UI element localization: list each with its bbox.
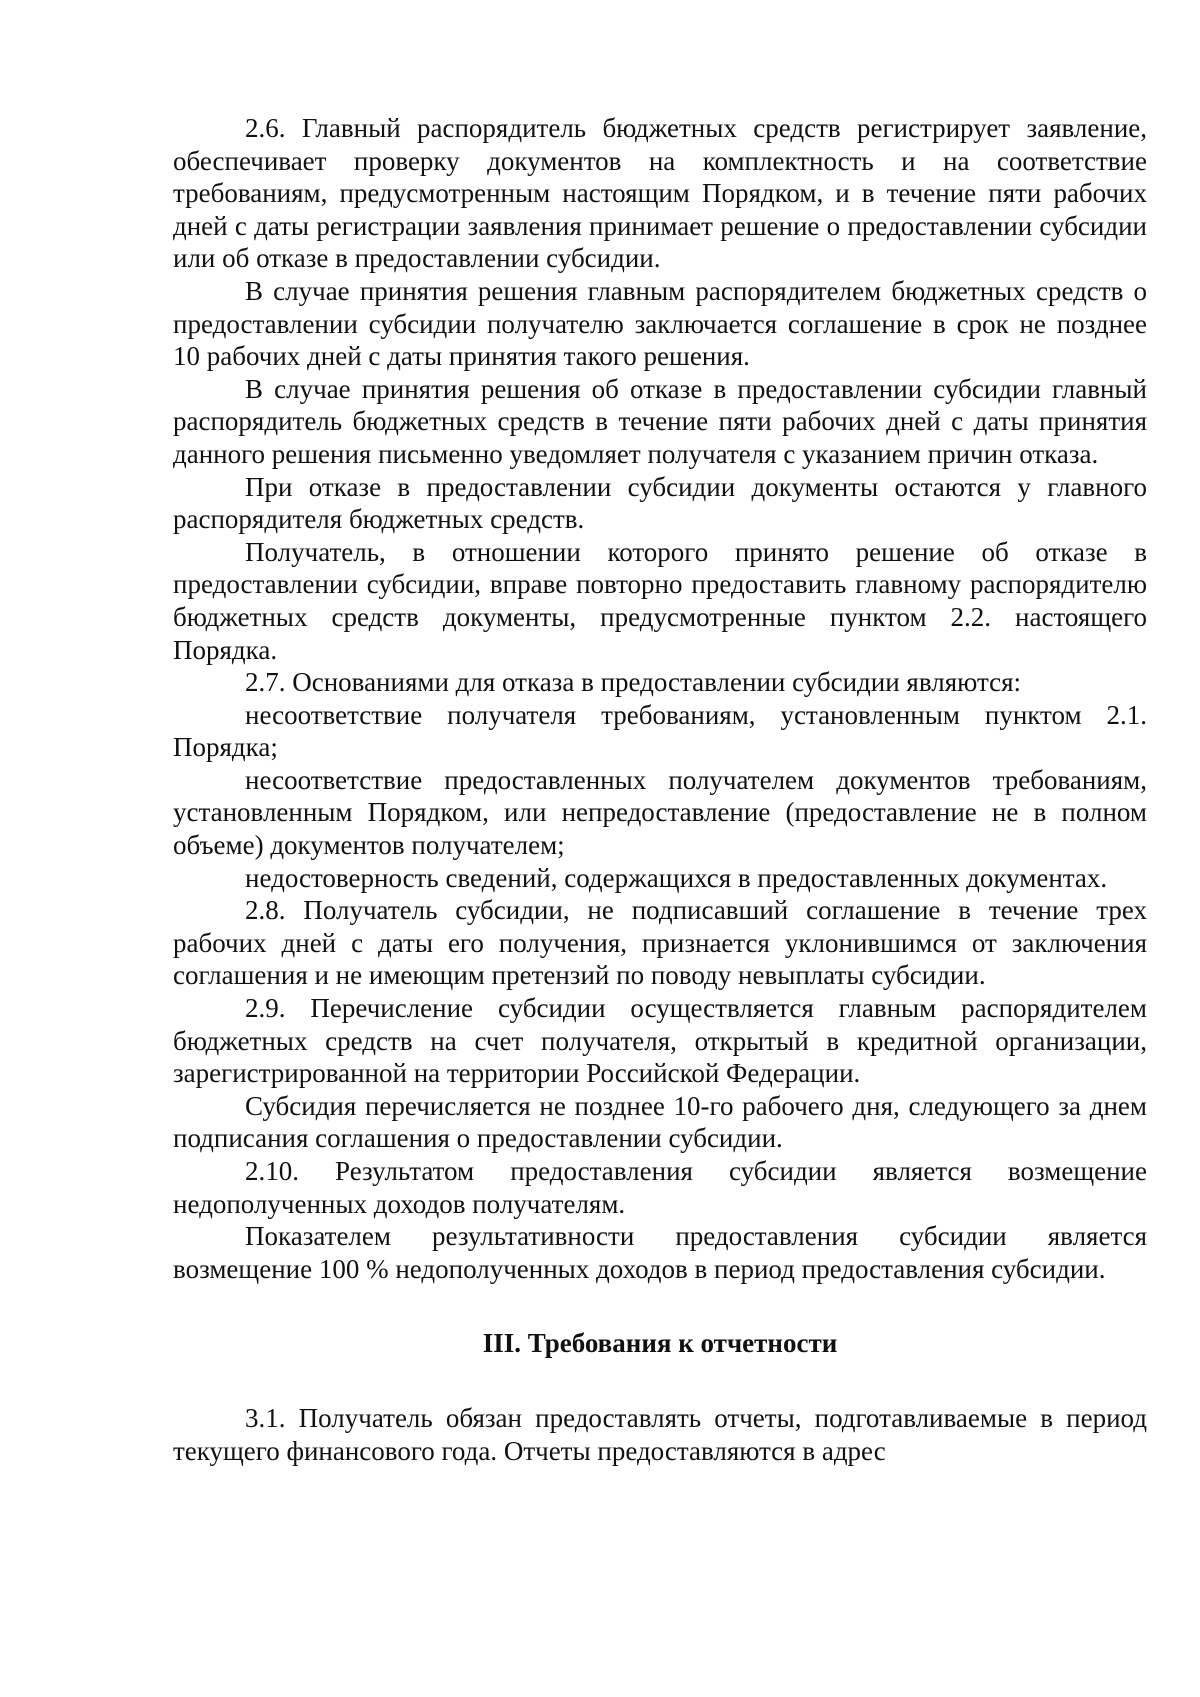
paragraph-resubmission: Получатель, в отношении которого принято решение об отказе в предоставлении субсидии, вправе повторно предоставить главному распорядителю бюджетных средств документы, предусмотренные пунктом 2.2. настоящего Порядка.: [173, 536, 1147, 665]
paragraph-refusal-reason-3: недостоверность сведений, содержащихся в предоставленных документах.: [245, 862, 1108, 893]
document-page: [173, 112, 1147, 1467]
paragraph-2-8: 2.8. Получатель субсидии, не подписавший соглашение в течение трех рабочих дней с даты его получения, признается уклонившимся от заключения соглашения и не имеющим претензий по поводу невыплаты субсидии.: [173, 895, 1147, 991]
paragraph-refusal-notice: В случае принятия решения об отказе в предоставлении субсидии главный распорядитель бюджетных средств в течение пяти рабочих дней с даты принятия данного решения письменно уведомляет получателя с указанием причин отказа.: [173, 373, 1147, 469]
paragraph-refusal-reason-2: несоответствие предоставленных получателем документов требованиям, установленным Порядком, или непредоставление (предоставление не в полном объеме) документов получателем;: [173, 764, 1147, 861]
paragraph-2-10: 2.10. Результатом предоставления субсидии является возмещение недополученных доходов получателям.: [173, 1156, 1147, 1219]
paragraph-2-9: 2.9. Перечисление субсидии осуществляется главным распорядителем бюджетных средств на счет получателя, открытый в кредитной организации, зарегистрированной на территории Российской Федерации.: [173, 993, 1147, 1089]
paragraph-documents-remain: При отказе в предоставлении субсидии документы остаются у главного распорядителя бюджетных средств.: [173, 471, 1147, 535]
section-heading: III. Требования к отчетности: [482, 1328, 838, 1359]
paragraph-3-1: 3.1. Получатель обязан предоставлять отчеты, подготавливаемые в период текущего финансового года. Отчеты предоставляются в адрес: [173, 1402, 1147, 1466]
paragraph-2-7: 2.7. Основаниями для отказа в предоставлении субсидии являются:: [245, 667, 1021, 698]
paragraph-transfer-deadline: Субсидия перечисляется не позднее 10-го рабочего дня, следующего за днем подписания соглашения о предоставлении субсидии.: [173, 1090, 1147, 1154]
paragraph-refusal-reason-1: несоответствие получателя требованиям, установленным пунктом 2.1. Порядка;: [173, 699, 1147, 763]
paragraph-performance-indicator: Показателем результативности предоставления субсидии является возмещение 100 % недополученных доходов в период предоставления субсидии.: [173, 1221, 1147, 1284]
paragraph-agreement-term: В случае принятия решения главным распорядителем бюджетных средств о предоставлении субсидии получателю заключается соглашение в срок не позднее 10 рабочих дней с даты принятия такого решения.: [173, 275, 1147, 372]
paragraph-2-6: 2.6. Главный распорядитель бюджетных средств регистрирует заявление, обеспечивает проверку документов на комплектность и на соответствие требованиям, предусмотренным настоящим Порядком, и в течение пяти рабочих дней с даты регистрации заявления принимает решение о предоставлении субсидии или об отказе в предоставлении субсидии.: [173, 113, 1147, 274]
